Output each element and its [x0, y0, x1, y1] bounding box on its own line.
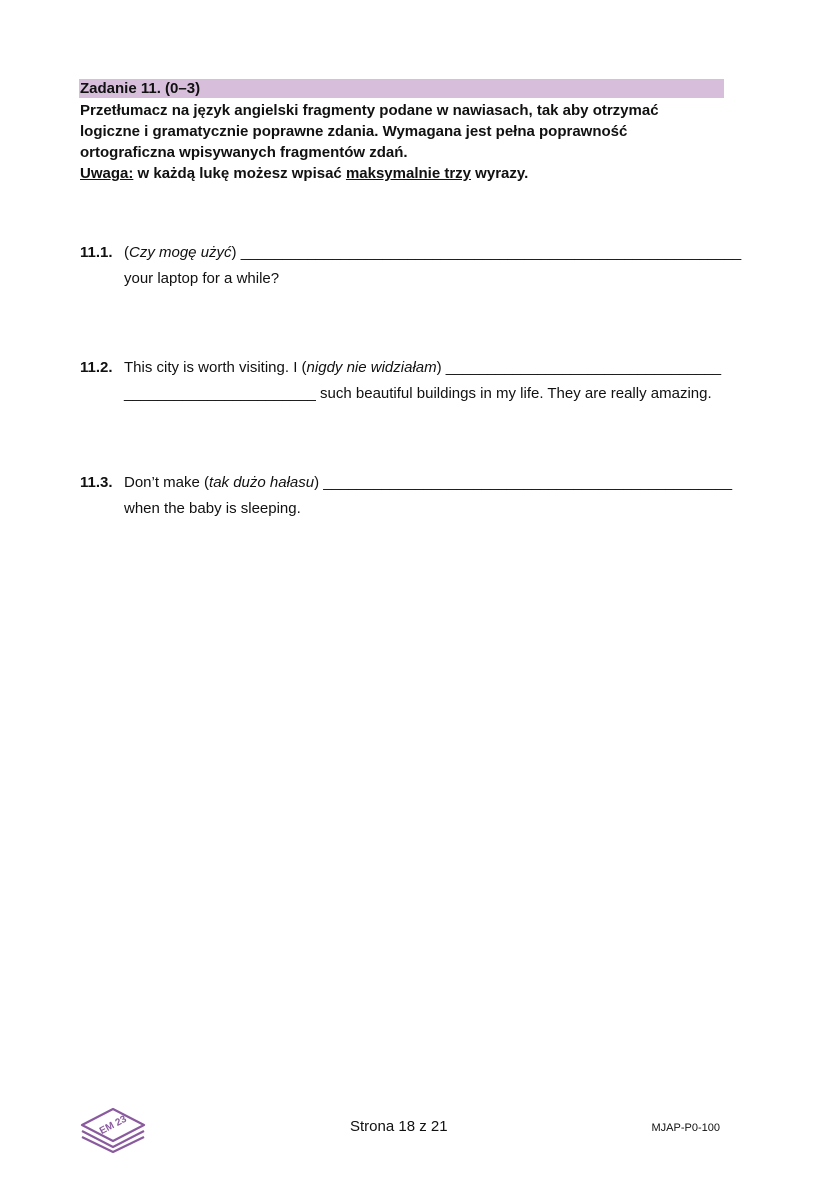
close-paren: )	[436, 359, 442, 376]
cke-logo-icon	[78, 1105, 148, 1153]
item-continuation: when the baby is sleeping.	[124, 500, 301, 517]
note-emphasis: maksymalnie trzy	[345, 165, 472, 182]
task-instructions	[80, 100, 730, 184]
instruction-line-1: Przetłumacz na język angielski fragmenty podane w nawiasach, tak aby otrzymać	[80, 102, 659, 119]
item-continuation: such beautiful buildings in my life. They are really amazing.	[315, 385, 712, 402]
note-label: Uwaga:	[80, 165, 134, 182]
answer-blank[interactable]: _________________________________________________	[319, 474, 733, 491]
open-paren: (	[124, 244, 129, 261]
answer-blank-2[interactable]: _______________________	[124, 385, 316, 402]
item-11-2	[80, 355, 721, 407]
exam-code: MJAP-P0-100	[651, 1122, 720, 1134]
instruction-line-2: logiczne i gramatycznie poprawne zdania. Wymagana jest pełna poprawność	[80, 123, 628, 140]
instruction-line-3: ortograficzna wpisywanych fragmentów zdań.	[80, 144, 408, 161]
item-prompt: Czy mogę użyć	[129, 244, 232, 261]
item-text-before: This city is worth visiting. I (	[124, 359, 307, 376]
task-header	[79, 79, 724, 98]
close-paren: )	[314, 474, 320, 491]
item-number: 11.2.	[80, 359, 113, 376]
page-number: Strona 18 z 21	[350, 1118, 448, 1135]
item-11-1	[80, 240, 741, 292]
item-number: 11.3.	[80, 474, 113, 491]
instruction-note	[80, 163, 730, 184]
item-text-before: Don’t make (	[124, 474, 210, 491]
note-part-2: wyrazy.	[471, 165, 529, 182]
item-prompt: tak dużo hałasu	[209, 474, 315, 491]
item-prompt: nigdy nie widziałam	[306, 359, 437, 376]
item-number: 11.1.	[80, 244, 113, 261]
logo-text: EM 23	[97, 1113, 129, 1138]
close-paren: )	[231, 244, 237, 261]
item-continuation: your laptop for a while?	[124, 270, 280, 287]
note-part-1: w każdą lukę możesz wpisać	[133, 165, 346, 182]
item-11-3	[80, 470, 732, 522]
answer-blank[interactable]: ____________________________________________________________	[236, 244, 742, 261]
answer-blank[interactable]: _________________________________	[441, 359, 722, 376]
task-title: Zadanie 11. (0–3)	[80, 80, 201, 97]
